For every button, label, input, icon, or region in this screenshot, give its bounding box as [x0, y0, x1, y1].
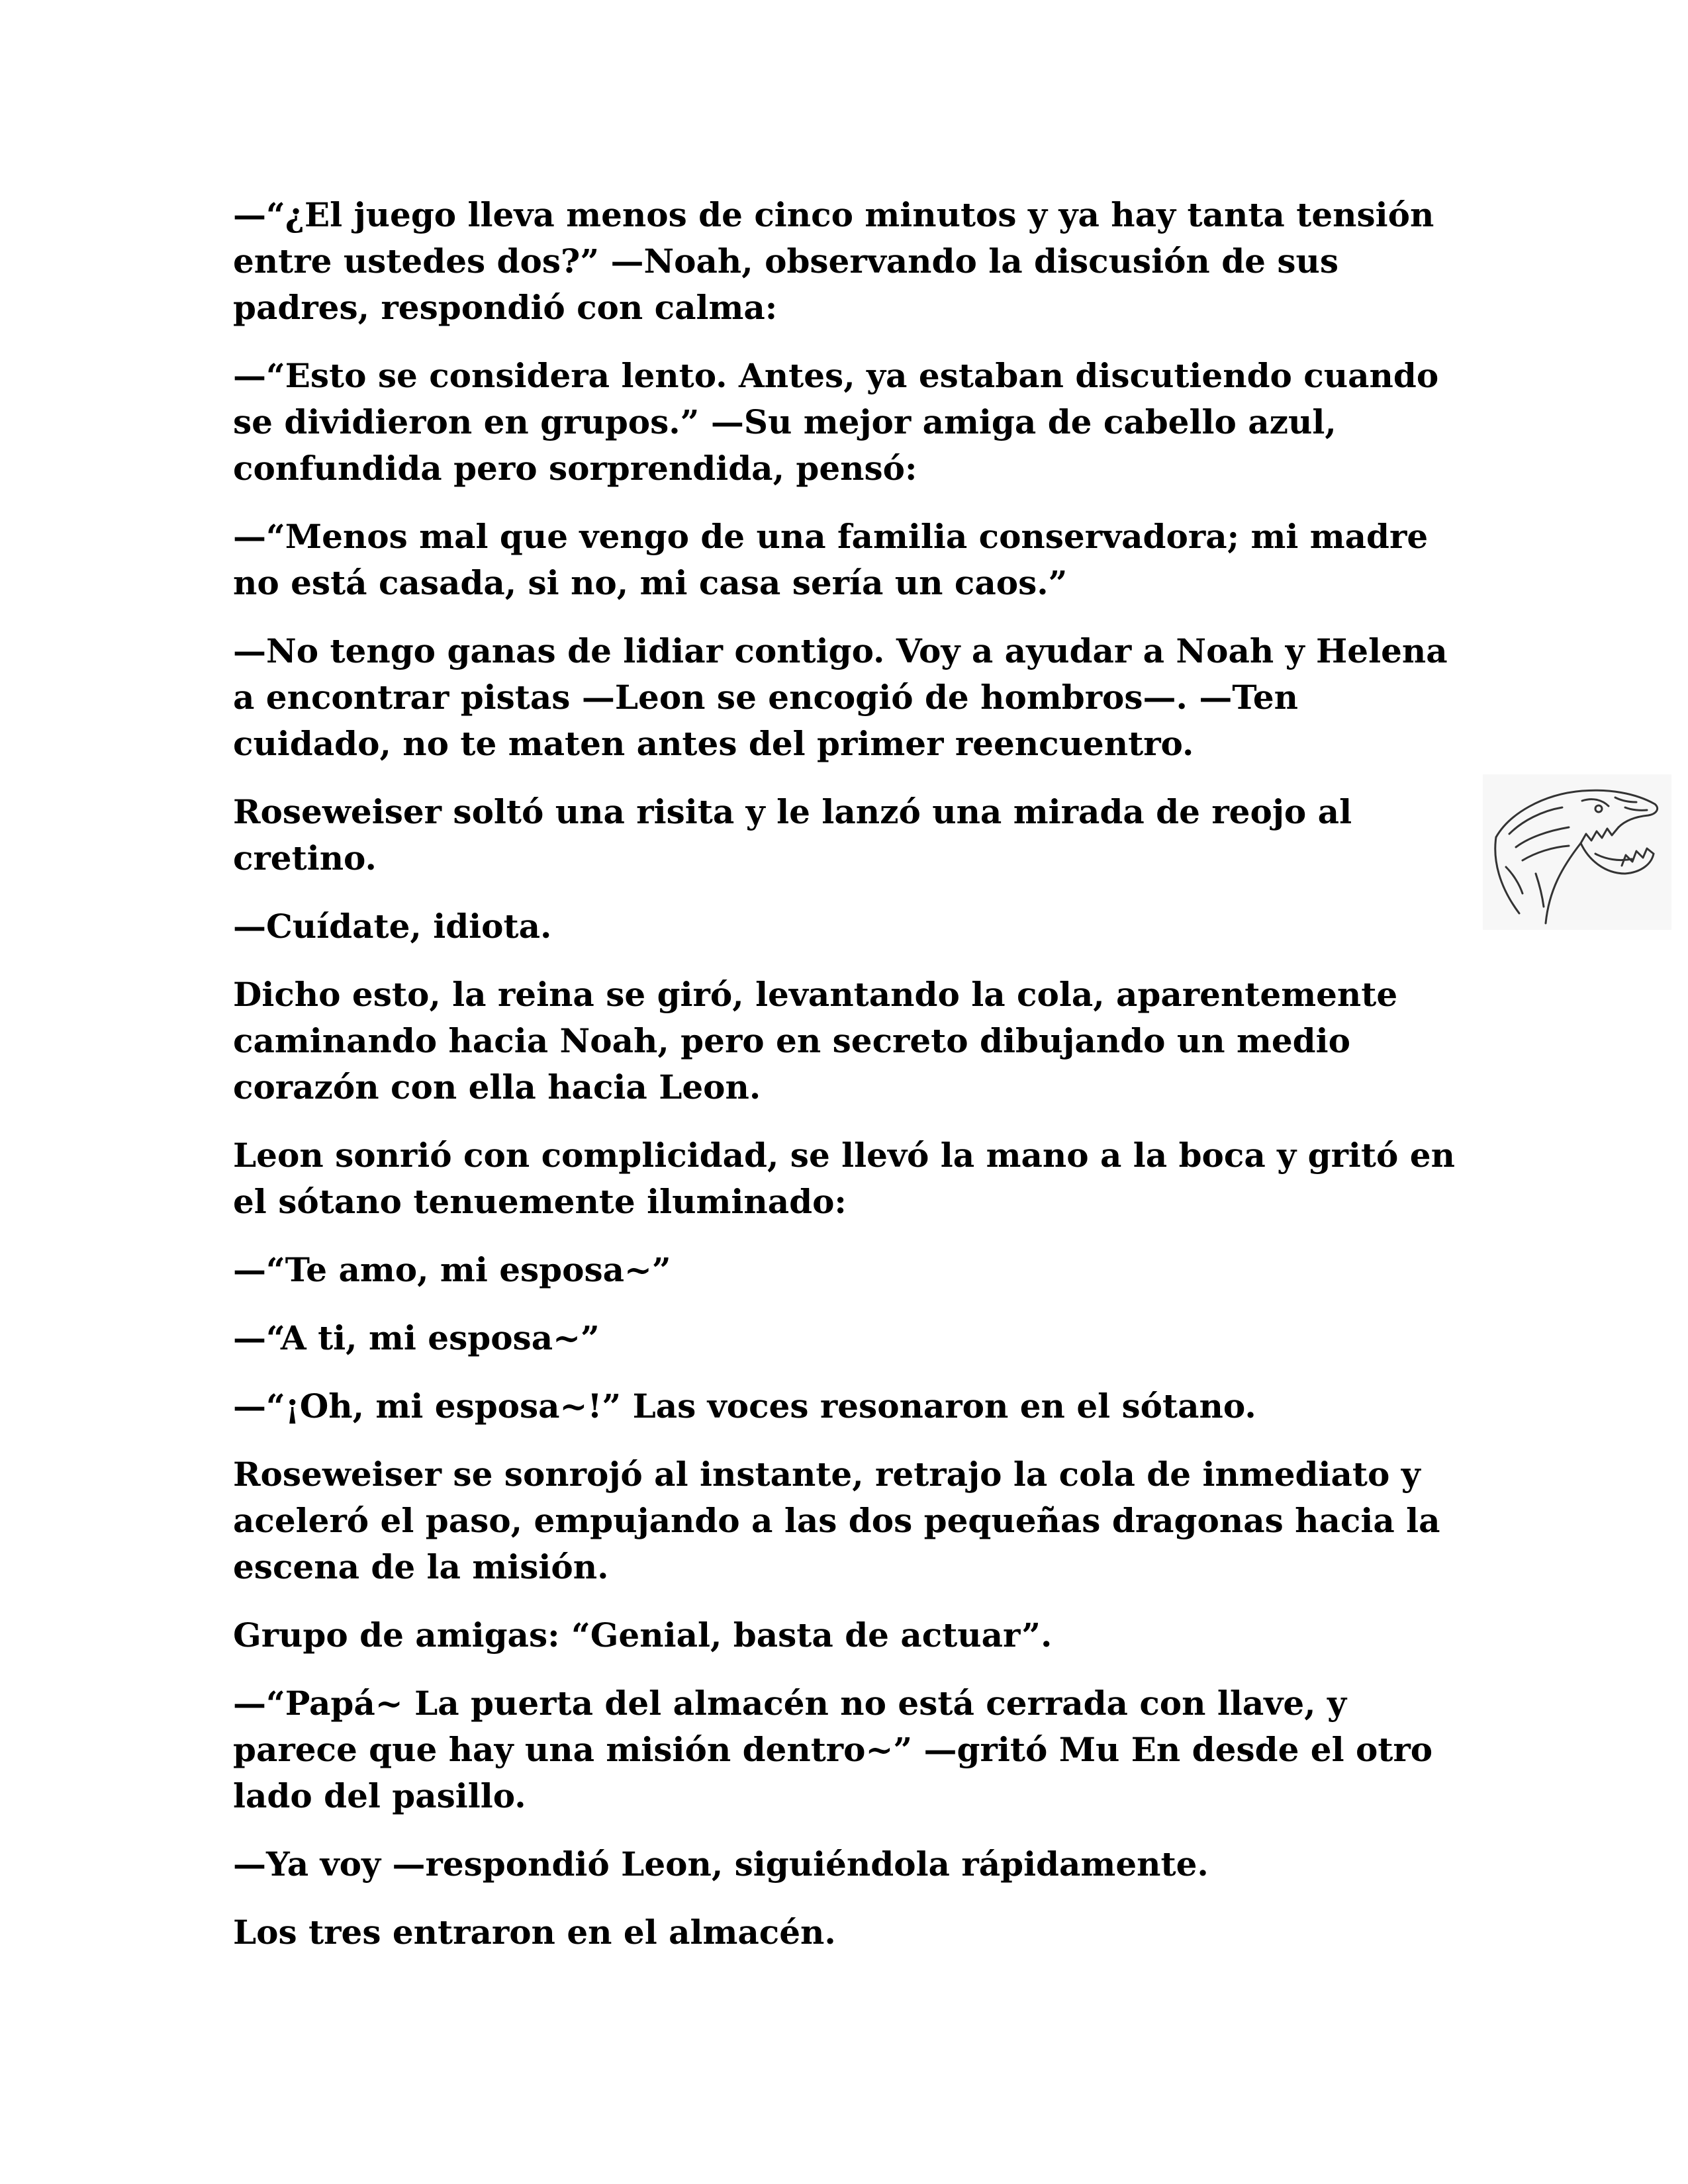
paragraph: —“¿El juego lleva menos de cinco minutos y ya hay tanta tensión entre ustedes dos?” —Noah, observando la discusión de sus padres, respondió con calma:: [233, 195, 1434, 327]
paragraph: —“A ti, mi esposa~”: [233, 1318, 600, 1357]
paragraph: Roseweiser soltó una risita y le lanzó una mirada de reojo al cretino.: [233, 792, 1352, 878]
paragraph: Leon sonrió con complicidad, se llevó la mano a la boca y gritó en el sótano tenuemente iluminado:: [233, 1136, 1455, 1221]
paragraph: Los tres entraron en el almacén.: [233, 1913, 836, 1952]
paragraph: —“Te amo, mi esposa~”: [233, 1250, 671, 1289]
document-body: [233, 192, 1464, 1978]
paragraph: Dicho esto, la reina se giró, levantando la cola, aparentemente caminando hacia Noah, pero en secreto dibujando un medio corazón con ella hacia Leon.: [233, 975, 1398, 1107]
paragraph: Roseweiser se sonrojó al instante, retrajo la cola de inmediato y aceleró el paso, empujando a las dos pequeñas dragonas hacia la escena de la misión.: [233, 1455, 1440, 1586]
dinosaur-head-sketch-icon: [1483, 774, 1671, 930]
paragraph: —“¡Oh, mi esposa~!” Las voces resonaron en el sótano.: [233, 1387, 1256, 1426]
paragraph: —“Esto se considera lento. Antes, ya estaban discutiendo cuando se dividieron en grupos.” —Su mejor amiga de cabello azul, confundida pero sorprendida, pensó:: [233, 356, 1439, 488]
paragraph: —“Papá~ La puerta del almacén no está cerrada con llave, y parece que hay una misión dentro~” —gritó Mu En desde el otro lado del pasillo.: [233, 1684, 1433, 1815]
paragraph: —Cuídate, idiota.: [233, 907, 552, 946]
paragraph: —Ya voy —respondió Leon, siguiéndola rápidamente.: [233, 1844, 1209, 1884]
paragraph: Grupo de amigas: “Genial, basta de actuar”.: [233, 1615, 1053, 1655]
paragraph: —No tengo ganas de lidiar contigo. Voy a ayudar a Noah y Helena a encontrar pistas —Leon se encogió de hombros—. —Ten cuidado, no te maten antes del primer reencuentro.: [233, 631, 1448, 763]
paragraph: —“Menos mal que vengo de una familia conservadora; mi madre no está casada, si no, mi casa sería un caos.”: [233, 517, 1429, 602]
